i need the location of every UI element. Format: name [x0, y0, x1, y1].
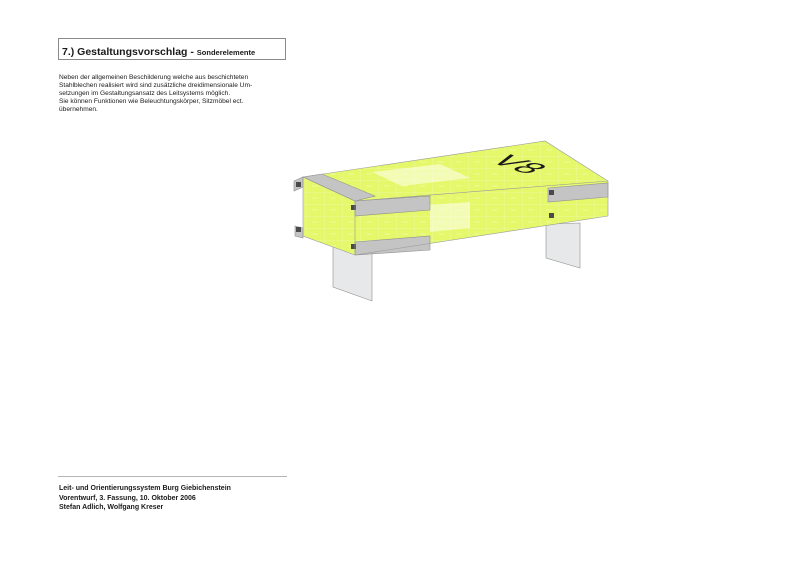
description-line: übernehmen.: [59, 106, 98, 114]
corner-mark: [549, 213, 554, 218]
description-line: Neben der allgemeinen Beschilderung welche aus beschichteten: [59, 74, 249, 81]
footer-line: Stefan Adlich, Wolfgang Kreser: [59, 504, 164, 511]
section-subtitle: Sonderelemente: [196, 48, 256, 57]
description-line: Sie können Funktionen wie Beleuchtungskörper, Sitzmöbel ect.: [59, 98, 244, 106]
corner-mark: [296, 182, 301, 187]
footer-credits: [59, 484, 231, 513]
bench-leg-back: [546, 223, 580, 268]
corner-mark: [296, 227, 301, 232]
section-title: 7.) Gestaltungsvorschlag: [62, 46, 188, 58]
footer-line: Vorentwurf, 3. Fassung, 10. Oktober 2006: [59, 494, 196, 502]
description-line: Stahlblechen realisiert wird sind zusätzliche dreidimensionale Um-: [59, 82, 253, 90]
description-line: setzungen im Gestaltungsansatz des Leitsystems möglich.: [59, 90, 231, 98]
corner-mark: [549, 190, 554, 195]
bench-illustration: [290, 128, 620, 308]
description-paragraph: [59, 74, 299, 114]
section-title-box: [58, 38, 286, 60]
bench-label: V8: [480, 152, 557, 177]
footer-divider: [58, 476, 287, 477]
footer-line: Leit- und Orientierungssystem Burg Giebichenstein: [59, 485, 231, 492]
title-separator: -: [187, 46, 197, 58]
